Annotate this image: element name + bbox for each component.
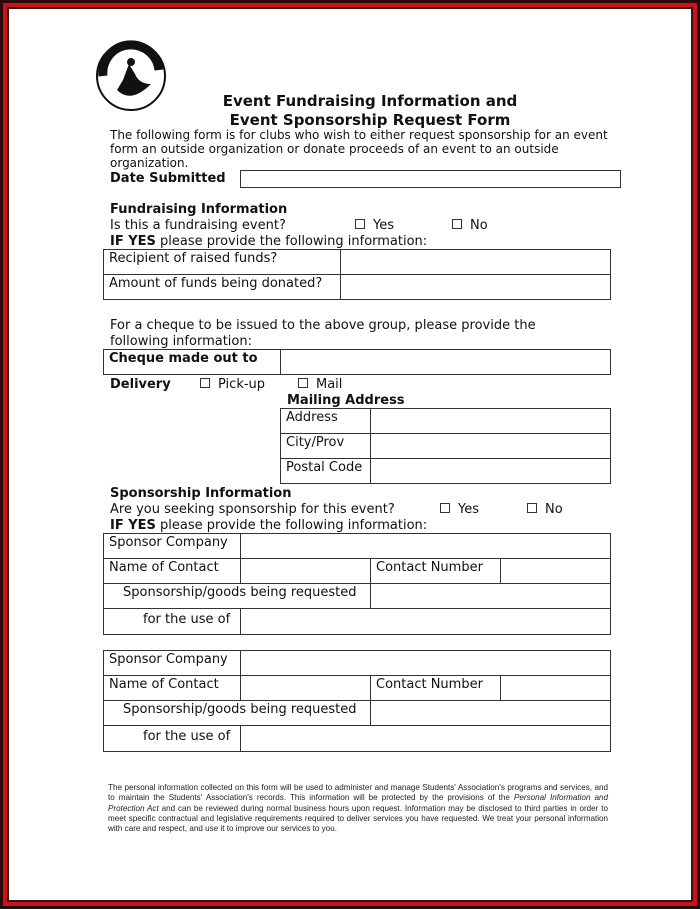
- for-use-of-label: for the use of: [103, 608, 241, 635]
- checkbox[interactable]: [200, 378, 210, 388]
- checkbox[interactable]: [355, 219, 365, 229]
- if-yes-bold: IF YES: [110, 518, 156, 533]
- yes-label: Yes: [458, 502, 479, 517]
- goods-requested-field[interactable]: [370, 583, 611, 609]
- for-use-of-label: for the use of: [103, 725, 241, 752]
- goods-requested-label: Sponsorship/goods being requested: [103, 700, 371, 726]
- intro-line: organization.: [110, 156, 189, 170]
- fundraising-yes-option[interactable]: [355, 218, 394, 233]
- privacy-act-name: Personal Information and Protection Act: [108, 793, 609, 813]
- goods-requested-field[interactable]: [370, 700, 611, 726]
- goods-requested-label: Sponsorship/goods being requested: [103, 583, 371, 609]
- date-submitted-field[interactable]: [240, 170, 621, 188]
- contact-number-label: Contact Number: [370, 675, 501, 701]
- sponsorship-heading: Sponsorship Information: [110, 486, 292, 501]
- checkbox[interactable]: [452, 219, 462, 229]
- contact-name-label: Name of Contact: [103, 558, 241, 584]
- no-label: No: [470, 218, 488, 233]
- fundraising-no-option[interactable]: [452, 218, 488, 233]
- amount-label: Amount of funds being donated?: [103, 274, 341, 300]
- no-label: No: [545, 502, 563, 517]
- fundraising-question: Is this a fundraising event?: [110, 218, 286, 233]
- contact-number-field[interactable]: [500, 558, 611, 584]
- checkbox[interactable]: [527, 503, 537, 513]
- sponsor-company-field[interactable]: [240, 533, 611, 559]
- cheque-made-out-label: Cheque made out to: [103, 349, 281, 375]
- sponsorship-no-option[interactable]: [527, 502, 563, 517]
- contact-number-label: Contact Number: [370, 558, 501, 584]
- checkbox[interactable]: [298, 378, 308, 388]
- privacy-text-1: The personal information collected on this form will be used to administer and manage Students' Association's programs and services, and to maintain the Students' Association's records. This information will be protected by the provisions of the: [108, 783, 608, 803]
- form-title-line1: Event Fundraising Information and: [222, 92, 518, 110]
- sponsorship-yes-option[interactable]: [440, 502, 479, 517]
- intro-text: [110, 128, 608, 170]
- recipient-label: Recipient of raised funds?: [103, 249, 341, 275]
- contact-name-field[interactable]: [240, 675, 371, 701]
- postal-field[interactable]: [370, 458, 611, 484]
- privacy-text-2: and can be reviewed during normal business hours upon request. Information may be disclosed to third parties in order to meet specific contractual and legislative requirements required to deliver services you have requested. We treat your personal information with care and respect, and use it to improve our services to you.: [108, 803, 609, 834]
- checkbox[interactable]: [440, 503, 450, 513]
- cheque-intro-2: following information:: [110, 334, 252, 349]
- fundraising-heading: Fundraising Information: [110, 202, 288, 217]
- contact-number-field[interactable]: [500, 675, 611, 701]
- city-field[interactable]: [370, 433, 611, 459]
- delivery-label: Delivery: [110, 377, 171, 392]
- fundraising-if-yes: [110, 234, 427, 249]
- mailing-address-heading: Mailing Address: [287, 393, 405, 408]
- if-yes-bold: IF YES: [110, 234, 156, 249]
- recipient-field[interactable]: [340, 249, 611, 275]
- pickup-option[interactable]: [200, 377, 265, 392]
- form-title-line2: Event Sponsorship Request Form: [229, 111, 511, 129]
- intro-line: form an outside organization or donate proceeds of an event to an outside: [110, 142, 559, 156]
- cheque-made-out-field[interactable]: [280, 349, 611, 375]
- address-label: Address: [280, 408, 371, 434]
- sponsor-company-field[interactable]: [240, 650, 611, 676]
- date-submitted-label: Date Submitted: [110, 171, 226, 186]
- for-use-of-field[interactable]: [240, 608, 611, 635]
- mail-option[interactable]: [298, 377, 342, 392]
- students-association-logo: [95, 40, 167, 112]
- postal-label: Postal Code: [280, 458, 371, 484]
- sponsor-company-label: Sponsor Company: [103, 650, 241, 676]
- sponsorship-question: Are you seeking sponsorship for this event?: [110, 502, 395, 517]
- sponsor-company-label: Sponsor Company: [103, 533, 241, 559]
- amount-field[interactable]: [340, 274, 611, 300]
- address-field[interactable]: [370, 408, 611, 434]
- contact-name-field[interactable]: [240, 558, 371, 584]
- cheque-intro-1: For a cheque to be issued to the above group, please provide the: [110, 318, 536, 333]
- contact-name-label: Name of Contact: [103, 675, 241, 701]
- mail-label: Mail: [316, 377, 343, 392]
- sponsorship-if-yes: [110, 518, 427, 533]
- privacy-notice: [108, 783, 608, 834]
- yes-label: Yes: [373, 218, 394, 233]
- for-use-of-field[interactable]: [240, 725, 611, 752]
- intro-line: The following form is for clubs who wish to either request sponsorship for an event: [110, 128, 608, 142]
- city-label: City/Prov: [280, 433, 371, 459]
- if-yes-text: please provide the following information:: [155, 234, 428, 249]
- if-yes-text: please provide the following information:: [155, 518, 428, 533]
- pickup-label: Pick-up: [218, 377, 266, 392]
